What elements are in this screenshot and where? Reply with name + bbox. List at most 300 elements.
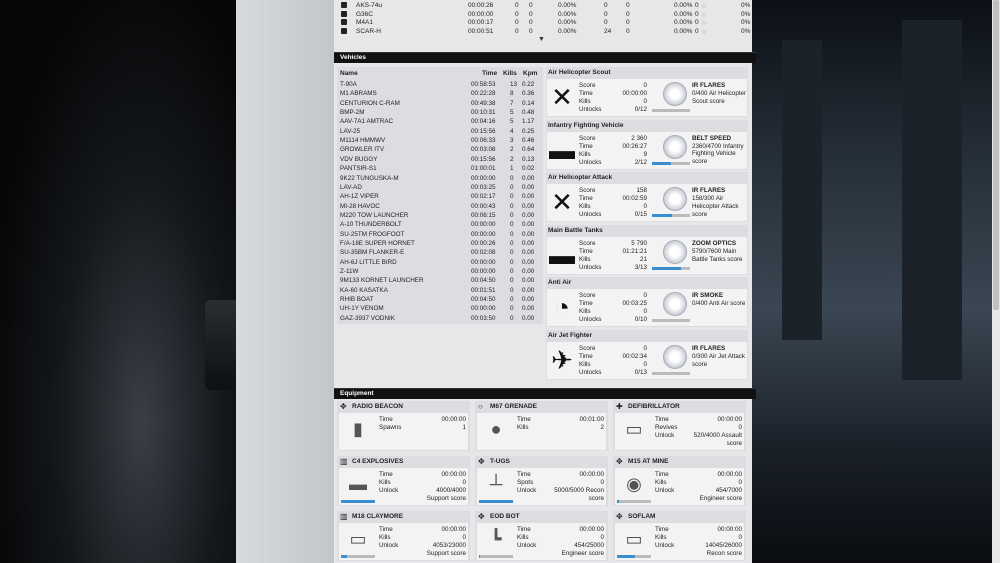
col-name-header: Name bbox=[340, 70, 358, 77]
equipment-stat-value: 2 bbox=[600, 424, 604, 431]
stat-value: 00:26:27 bbox=[622, 142, 647, 150]
equipment-stat-value: 454/7000 bbox=[715, 487, 742, 494]
category-body bbox=[547, 237, 747, 274]
stat-value: 00:02:59 bbox=[622, 195, 647, 203]
vehicle-name: UH-1Y VENOM bbox=[340, 305, 384, 313]
unlock-progress-bar bbox=[652, 162, 690, 165]
vehicle-name: PANTSIR-S1 bbox=[340, 165, 377, 173]
vehicle-kpm: 0.64 bbox=[522, 146, 535, 154]
equipment-stat-value: 00:00:00 bbox=[441, 526, 466, 533]
equipment-card bbox=[475, 511, 608, 561]
unlock-progress-bar bbox=[652, 109, 690, 112]
weapon-icon bbox=[341, 11, 347, 17]
vehicle-row[interactable] bbox=[337, 117, 543, 126]
weapon-time: 00:00:17 bbox=[468, 19, 494, 26]
tugs-icon: ┴ bbox=[489, 474, 503, 494]
vehicle-kills: 0 bbox=[510, 183, 514, 191]
category-body bbox=[547, 289, 747, 326]
vehicle-kpm: 0.00 bbox=[522, 183, 535, 191]
stat-label: Kills bbox=[579, 150, 591, 158]
vehicle-name: RHIB BOAT bbox=[340, 296, 374, 304]
vehicle-row[interactable] bbox=[337, 267, 543, 276]
background-building bbox=[902, 20, 962, 380]
equipment-stat-value: 00:01:00 bbox=[579, 416, 604, 423]
vehicle-row[interactable] bbox=[337, 258, 543, 267]
weapon-icon bbox=[341, 19, 347, 25]
vehicle-name: 9M133 KORNET LAUNCHER bbox=[340, 277, 424, 285]
vehicle-time: 00:15:56 bbox=[471, 155, 496, 163]
stat-value: 2 360 bbox=[631, 134, 647, 142]
vehicle-row[interactable] bbox=[337, 211, 543, 220]
vehicle-name: SU-25TM FROGFOOT bbox=[340, 230, 405, 238]
vehicle-time: 00:03:08 bbox=[471, 146, 496, 154]
equipment-card bbox=[337, 456, 470, 506]
unlock-icon bbox=[663, 135, 687, 159]
vehicle-kpm: 0.00 bbox=[522, 286, 535, 294]
vehicle-row[interactable] bbox=[337, 80, 543, 89]
equipment-body bbox=[339, 413, 468, 450]
equipment-body bbox=[615, 413, 744, 450]
expand-arrow-icon[interactable]: ▼ bbox=[538, 36, 545, 43]
equipment-stat-label: Kills bbox=[655, 479, 667, 486]
weapon-c5: 0 bbox=[604, 10, 608, 18]
category-title: Air Helicopter Attack bbox=[548, 174, 613, 182]
vehicle-row[interactable] bbox=[337, 192, 543, 201]
stat-value: 0 bbox=[643, 98, 647, 105]
vehicle-row[interactable] bbox=[337, 220, 543, 229]
vehicle-kills: 0 bbox=[510, 239, 514, 247]
vehicle-name: M1 ABRAMS bbox=[340, 90, 377, 98]
weapon-pct: 0.00% bbox=[674, 27, 693, 35]
vehicle-row[interactable] bbox=[337, 174, 543, 183]
equipment-stat-value: 00:00:00 bbox=[441, 416, 466, 423]
at-mine-icon: ◉ bbox=[626, 474, 642, 494]
equipment-header: Equipment bbox=[334, 388, 756, 399]
vehicle-category-card bbox=[546, 330, 748, 380]
equipment-title: M18 CLAYMORE bbox=[352, 513, 404, 520]
vehicle-kpm: 0.00 bbox=[522, 314, 535, 322]
weapon-kills: 0 bbox=[515, 19, 519, 26]
vehicle-kills: 0 bbox=[510, 230, 514, 238]
background-left bbox=[0, 0, 236, 563]
category-body bbox=[547, 79, 747, 116]
equipment-stat-value: 1 bbox=[462, 424, 466, 431]
equipment-unlock-score: Support score bbox=[426, 495, 466, 502]
equipment-stat-label: Time bbox=[517, 526, 531, 533]
unlock-progress-bar bbox=[652, 267, 690, 270]
weapon-kills: 0 bbox=[515, 27, 519, 35]
equipment-body bbox=[615, 468, 744, 505]
unlock-description: 0/400 Air Helicopter Scout score bbox=[692, 90, 746, 105]
unlock-name: ZOOM OPTICS bbox=[692, 239, 737, 247]
vehicle-kills: 13 bbox=[510, 81, 518, 88]
weapon-acc: 0.00% bbox=[558, 19, 577, 26]
vehicle-kills: 5 bbox=[510, 118, 514, 126]
stat-label: Unlocks bbox=[579, 211, 602, 219]
unlock-description: 0/400 Anti Air score bbox=[692, 300, 746, 308]
star-icon: ☆ bbox=[701, 3, 707, 10]
equipment-stat-value: 520/4000 Assault bbox=[693, 432, 742, 439]
equipment-stat-value: 454/25000 bbox=[574, 542, 604, 549]
equipment-stat-value: 0 bbox=[462, 534, 466, 541]
unlock-icon bbox=[663, 82, 687, 106]
weapon-pct: 0.00% bbox=[674, 19, 693, 26]
claymore-icon: ▭ bbox=[349, 529, 367, 549]
equipment-type-icon: ✥ bbox=[616, 512, 623, 521]
weapon-acc: 0.00% bbox=[558, 27, 577, 35]
equipment-body bbox=[339, 468, 468, 505]
col-time-header: Time bbox=[482, 70, 498, 77]
vehicle-row[interactable] bbox=[337, 230, 543, 239]
c4-icon: ▬ bbox=[349, 474, 367, 494]
weapon-c5: 24 bbox=[604, 27, 612, 35]
stat-value: 158 bbox=[636, 187, 647, 195]
equipment-stat-value: 00:00:00 bbox=[579, 526, 604, 533]
equipment-stat-value: 4000/4000 bbox=[436, 487, 466, 494]
unlock-name: BELT SPEED bbox=[692, 134, 732, 142]
vehicle-time: 00:49:38 bbox=[471, 99, 496, 107]
equipment-progress-bar bbox=[479, 555, 513, 558]
stat-label: Unlocks bbox=[579, 369, 602, 376]
vehicle-row[interactable] bbox=[337, 276, 543, 285]
stat-label: Time bbox=[579, 247, 593, 255]
vehicle-row[interactable] bbox=[337, 295, 543, 304]
weapon-icon bbox=[341, 2, 347, 8]
vehicle-category-card bbox=[546, 67, 748, 117]
equipment-stat-label: Unlock bbox=[379, 487, 399, 494]
vehicle-row[interactable] bbox=[337, 304, 543, 313]
stat-value: 0 bbox=[643, 82, 647, 89]
vehicle-name: T-90A bbox=[340, 81, 357, 88]
equipment-stat-value: 0 bbox=[462, 479, 466, 486]
equipment-body bbox=[477, 468, 606, 505]
vehicle-row[interactable] bbox=[337, 164, 543, 173]
vehicle-row[interactable] bbox=[337, 108, 543, 117]
vehicle-name: LAV-25 bbox=[340, 127, 361, 135]
equipment-progress-fill bbox=[617, 500, 619, 503]
vehicle-kills: 7 bbox=[510, 99, 514, 107]
vehicle-category-card bbox=[546, 120, 748, 170]
equipment-card bbox=[337, 511, 470, 561]
weapon-name: M4A1 bbox=[356, 19, 373, 26]
stat-label: Score bbox=[579, 82, 596, 89]
vehicle-kpm: 0.00 bbox=[522, 221, 535, 229]
stat-label: Time bbox=[579, 353, 593, 360]
vehicle-row[interactable] bbox=[337, 136, 543, 145]
category-title: Anti Air bbox=[548, 279, 572, 287]
vehicle-kills: 3 bbox=[510, 137, 514, 145]
weapon-last: 0% bbox=[741, 2, 751, 9]
stat-value: 01:21:21 bbox=[622, 247, 647, 255]
vehicle-name: CENTURION C-RAM bbox=[340, 99, 400, 107]
defibrillator-icon: ▭ bbox=[625, 419, 643, 439]
vehicle-kills: 0 bbox=[510, 211, 514, 219]
vehicle-kpm: 0.22 bbox=[522, 81, 535, 88]
equipment-stat-value: 00:00:00 bbox=[441, 471, 466, 478]
equipment-stat-label: Time bbox=[655, 471, 669, 478]
equipment-stat-label: Spawns bbox=[379, 424, 402, 431]
soflam-icon: ▭ bbox=[625, 529, 643, 549]
weapon-c8: 0 bbox=[695, 10, 699, 18]
vehicle-time: 00:06:15 bbox=[471, 211, 496, 219]
equipment-type-icon: ✥ bbox=[478, 512, 485, 521]
equipment-title: M15 AT MINE bbox=[628, 458, 669, 465]
equipment-stat-label: Revives bbox=[655, 424, 678, 431]
weapon-kills: 0 bbox=[515, 10, 519, 18]
vehicle-kpm: 0.00 bbox=[522, 239, 535, 247]
vehicle-kpm: 0.00 bbox=[522, 296, 535, 304]
equipment-stat-value: 0 bbox=[738, 534, 742, 541]
weapon-c3: 0 bbox=[529, 27, 533, 35]
equipment-type-icon: ▥ bbox=[340, 457, 348, 466]
vehicle-name: M220 TOW LAUNCHER bbox=[340, 211, 409, 219]
vehicles-table bbox=[337, 67, 543, 324]
stat-label: Time bbox=[579, 142, 593, 150]
vehicle-time: 00:15:56 bbox=[471, 127, 496, 135]
stat-label: Unlocks bbox=[579, 106, 602, 113]
unlock-icon bbox=[663, 187, 687, 211]
equipment-progress-fill bbox=[341, 500, 375, 503]
stat-label: Time bbox=[579, 195, 593, 203]
star-icon: ☆ bbox=[701, 28, 707, 36]
vehicle-name: GAZ-3937 VODNIK bbox=[340, 314, 395, 322]
stat-label: Unlocks bbox=[579, 158, 602, 166]
unlock-name: IR FLARES bbox=[692, 187, 726, 195]
stat-label: Kills bbox=[579, 308, 591, 316]
equipment-title: RADIO BEACON bbox=[352, 403, 403, 410]
vehicle-name: AAV-7A1 AMTRAC bbox=[340, 118, 394, 126]
unlock-description: 0/300 Air Jet Attack score bbox=[692, 353, 745, 368]
equipment-unlock-score: score bbox=[588, 495, 604, 502]
vehicle-row[interactable] bbox=[337, 248, 543, 257]
vehicle-name: AH-6J LITTLE BIRD bbox=[340, 258, 397, 266]
vehicle-name: SU-35BM FLANKER-E bbox=[340, 249, 405, 257]
weapon-c6: 0 bbox=[626, 10, 630, 18]
vehicle-kpm: 0.13 bbox=[522, 155, 535, 163]
weapon-time: 00:00:00 bbox=[468, 10, 494, 18]
equipment-title: M67 GRENADE bbox=[490, 403, 537, 410]
vehicle-kills: 0 bbox=[510, 221, 514, 229]
equipment-card bbox=[475, 401, 608, 451]
equipment-stat-label: Unlock bbox=[655, 432, 675, 439]
equipment-stat-label: Kills bbox=[379, 479, 391, 486]
equipment-stat-label: Time bbox=[517, 471, 531, 478]
vehicle-name: Z-11W bbox=[340, 268, 359, 275]
radio-beacon-icon: ▮ bbox=[353, 419, 363, 439]
equipment-stat-label: Kills bbox=[379, 534, 391, 541]
equipment-type-icon: ○ bbox=[478, 402, 483, 411]
vehicle-time: 00:01:51 bbox=[471, 286, 496, 294]
vehicle-kills: 0 bbox=[510, 296, 514, 304]
equipment-title: C4 EXPLOSIVES bbox=[352, 458, 404, 465]
weapon-kills: 0 bbox=[515, 2, 519, 9]
vehicle-time: 00:22:28 bbox=[471, 90, 496, 98]
stat-value: 0/13 bbox=[634, 369, 647, 376]
anti-air-icon: ◔ bbox=[554, 292, 570, 323]
weapon-c5: 0 bbox=[604, 2, 608, 9]
vehicle-kills: 4 bbox=[510, 127, 514, 135]
vehicle-kpm: 0.00 bbox=[522, 174, 535, 182]
weapon-last: 0% bbox=[741, 19, 751, 26]
weapon-pct: 0.00% bbox=[674, 10, 693, 18]
unlock-icon bbox=[663, 292, 687, 316]
equipment-stat-label: Kills bbox=[517, 534, 529, 541]
vehicle-row[interactable] bbox=[337, 155, 543, 164]
weapon-c5: 0 bbox=[604, 19, 608, 26]
vehicle-name: F/A-18E SUPER HORNET bbox=[340, 239, 415, 247]
vehicle-category-card bbox=[546, 172, 748, 222]
stat-value: 0/12 bbox=[634, 106, 647, 113]
unlock-icon bbox=[663, 240, 687, 264]
equipment-stat-label: Unlock bbox=[379, 542, 399, 549]
weapon-c6: 0 bbox=[626, 2, 630, 9]
vehicle-kills: 0 bbox=[510, 249, 514, 257]
equipment-progress-fill bbox=[341, 555, 347, 558]
vehicle-row[interactable] bbox=[337, 99, 543, 108]
vehicle-kpm: 0.46 bbox=[522, 137, 535, 145]
stat-value: 2/12 bbox=[634, 158, 647, 166]
vehicle-kpm: 0.48 bbox=[522, 109, 535, 117]
category-body bbox=[547, 342, 747, 379]
weapon-pct: 0.00% bbox=[674, 2, 693, 9]
vehicle-kpm: 0.00 bbox=[522, 230, 535, 238]
stat-value: 00:00:00 bbox=[622, 90, 647, 97]
vehicles-header: Vehicles bbox=[334, 52, 756, 63]
vehicle-kills: 1 bbox=[510, 165, 514, 173]
equipment-progress-fill bbox=[479, 555, 480, 558]
unlock-name: IR FLARES bbox=[692, 82, 726, 89]
stat-value: 0 bbox=[643, 345, 647, 352]
vehicle-kpm: 0.00 bbox=[522, 268, 535, 275]
equipment-type-icon: ✥ bbox=[478, 457, 485, 466]
category-title: Air Helicopter Scout bbox=[548, 69, 611, 76]
equipment-card bbox=[337, 401, 470, 451]
vehicle-kpm: 0.25 bbox=[522, 127, 535, 135]
equipment-unlock-score: Engineer score bbox=[561, 550, 604, 557]
stat-value: 0 bbox=[643, 203, 647, 211]
vehicle-kills: 0 bbox=[510, 314, 514, 322]
weapon-row[interactable] bbox=[340, 27, 750, 36]
stat-label: Score bbox=[579, 345, 596, 352]
vehicle-kpm: 0.00 bbox=[522, 305, 535, 313]
page-scrollbar[interactable] bbox=[992, 0, 1000, 563]
equipment-progress-bar bbox=[341, 555, 375, 558]
eod-bot-icon: ┗ bbox=[490, 529, 502, 549]
weapon-c3: 0 bbox=[529, 19, 533, 26]
weapon-c3: 0 bbox=[529, 10, 533, 18]
star-icon: ☆ bbox=[701, 11, 707, 19]
stat-value: 9 bbox=[643, 150, 647, 158]
equipment-unlock-score: Engineer score bbox=[699, 495, 742, 502]
stat-value: 00:02:34 bbox=[622, 353, 647, 360]
equipment-body bbox=[477, 523, 606, 560]
vehicle-kpm: 0.00 bbox=[522, 211, 535, 219]
stat-value: 0/10 bbox=[634, 316, 647, 324]
vehicle-time: 00:02:17 bbox=[471, 193, 496, 201]
equipment-stat-value: 14045/26000 bbox=[705, 542, 742, 549]
weapon-last: 0% bbox=[741, 27, 751, 35]
stat-value: 21 bbox=[639, 255, 647, 263]
vehicle-kills: 0 bbox=[510, 268, 514, 275]
vehicle-row[interactable] bbox=[337, 89, 543, 98]
vehicle-time: 00:58:53 bbox=[471, 81, 496, 88]
equipment-body bbox=[615, 523, 744, 560]
unlock-name: IR SMOKE bbox=[692, 292, 724, 300]
equipment-stat-value: 5000/5000 Recon bbox=[554, 487, 604, 494]
vehicle-time: 00:00:00 bbox=[471, 230, 496, 238]
unlock-progress-fill bbox=[652, 162, 671, 165]
vehicle-kills: 8 bbox=[510, 90, 514, 98]
stat-label: Unlocks bbox=[579, 263, 602, 271]
grenade-icon: ● bbox=[490, 419, 502, 439]
stat-value: 0 bbox=[643, 361, 647, 368]
stat-label: Unlocks bbox=[579, 316, 602, 324]
vehicle-category-card bbox=[546, 225, 748, 275]
vehicle-time: 00:00:00 bbox=[471, 258, 496, 266]
vehicle-kills: 2 bbox=[510, 146, 514, 154]
stat-label: Kills bbox=[579, 98, 591, 105]
unlock-description: 5790/7600 Main Battle Tanks score bbox=[692, 247, 743, 263]
equipment-title: DEFIBRILLATOR bbox=[628, 403, 680, 410]
equipment-card bbox=[613, 401, 746, 451]
vehicle-row[interactable] bbox=[337, 183, 543, 192]
vehicle-kpm: 0.00 bbox=[522, 249, 535, 257]
weapon-c3: 0 bbox=[529, 2, 533, 9]
tank-icon: ▬ bbox=[549, 239, 575, 270]
vehicle-name: MI-28 HAVOC bbox=[340, 202, 380, 210]
vehicle-row[interactable] bbox=[337, 314, 543, 323]
stat-label: Score bbox=[579, 187, 596, 195]
vehicle-name: AH-1Z VIPER bbox=[340, 193, 379, 201]
weapon-time: 00:00:51 bbox=[468, 27, 494, 35]
equipment-stat-label: Unlock bbox=[517, 542, 537, 549]
stat-value: 3/13 bbox=[634, 263, 647, 271]
col-kills-header: Kills bbox=[503, 70, 517, 77]
vehicle-time: 00:02:08 bbox=[471, 249, 496, 257]
equipment-card bbox=[475, 456, 608, 506]
vehicle-row[interactable] bbox=[337, 202, 543, 211]
equipment-title: SOFLAM bbox=[628, 513, 656, 520]
vehicle-kills: 5 bbox=[510, 109, 514, 117]
unlock-progress-fill bbox=[652, 267, 681, 270]
vehicle-name: LAV-AD bbox=[340, 183, 362, 191]
stat-label: Kills bbox=[579, 255, 591, 263]
vehicle-row[interactable] bbox=[337, 239, 543, 248]
vehicle-time: 00:03:50 bbox=[471, 314, 496, 322]
scrollbar-thumb[interactable] bbox=[993, 0, 999, 310]
vehicle-kills: 0 bbox=[510, 193, 514, 201]
background-right bbox=[752, 0, 992, 563]
vehicle-kpm: 0.36 bbox=[522, 90, 535, 98]
equipment-stat-value: 00:00:00 bbox=[717, 471, 742, 478]
equipment-stat-value: 0 bbox=[600, 479, 604, 486]
equipment-stat-value: 0 bbox=[600, 534, 604, 541]
stat-value: 00:03:25 bbox=[622, 300, 647, 308]
vehicle-row[interactable] bbox=[337, 145, 543, 154]
vehicle-row[interactable] bbox=[337, 286, 543, 295]
weapon-acc: 0.00% bbox=[558, 2, 577, 9]
vehicle-name: KA-60 KASATKA bbox=[340, 286, 388, 294]
stat-label: Time bbox=[579, 300, 593, 308]
background-building bbox=[782, 40, 822, 340]
vehicle-kills: 0 bbox=[510, 202, 514, 210]
equipment-type-icon: ✚ bbox=[616, 402, 623, 411]
equipment-card bbox=[613, 456, 746, 506]
vehicle-row[interactable] bbox=[337, 127, 543, 136]
vehicle-kpm: 0.00 bbox=[522, 193, 535, 201]
weapon-acc: 0.00% bbox=[558, 10, 577, 18]
stat-label: Time bbox=[579, 90, 593, 97]
